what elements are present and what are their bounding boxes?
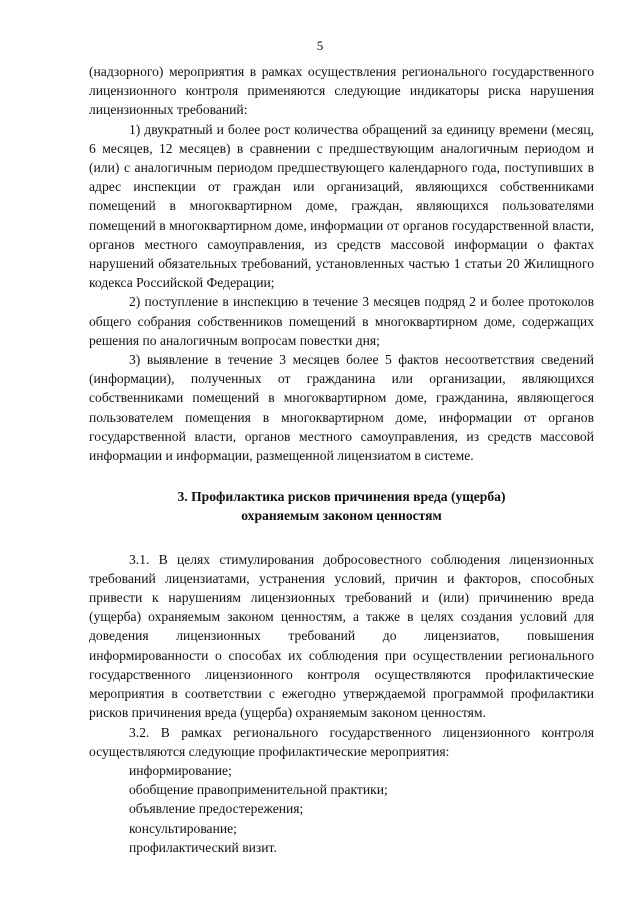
paragraph-indicator-2: 2) поступление в инспекцию в течение 3 месяцев подряд 2 и более протоколов общего собрания собственников помещений в многоквартирном доме, содержащих решения по аналогичным вопросам повестки дня; bbox=[89, 294, 594, 348]
list-item: информирование; bbox=[129, 762, 232, 778]
list-item: объявление предостережения; bbox=[129, 801, 304, 817]
measures-list bbox=[89, 761, 594, 857]
list-item: консультирование; bbox=[129, 820, 237, 836]
document-body bbox=[89, 62, 594, 857]
section-heading bbox=[89, 487, 594, 525]
paragraph-indicator-3: 3) выявление в течение 3 месяцев более 5 фактов несоответствия сведений (информации), полученных от гражданина или организации, являющихся собственниками помещений в многоквартирном доме, гражданина, являющегося пользователем помещения в многоквартирном доме, информации от органов государственной власти, органов местного самоуправления, из средств массовой информации и информации, размещенной лицензиатом в системе. bbox=[89, 352, 594, 464]
page-number: 5 bbox=[316, 38, 324, 53]
paragraph-3-2: 3.2. В рамках регионального государственного лицензионного контроля осуществляются следующие профилактические мероприятия: bbox=[89, 724, 594, 759]
section-heading-line-1: 3. Профилактика рисков причинения вреда (ущерба) bbox=[177, 489, 506, 505]
paragraph-3-1: 3.1. В целях стимулирования добросовестного соблюдения лицензионных требований лицензиатами, устранения условий, причин и факторов, способных привести к нарушениям лицензионных требований и (или) причинению вреда (ущерба) охраняемым законом ценностям, а также в целях создания условий для доведения лицензионных требований до лицензиатов, повышения информированности о способах их соблюдения при осуществлении регионального государственного лицензионного контроля осуществляются профилактические мероприятия в соответствии с ежегодно утверждаемой программой профилактики рисков причинения вреда (ущерба) охраняемым законом ценностям. bbox=[89, 551, 594, 721]
section-heading-line-2: охраняемым законом ценностям bbox=[241, 508, 442, 524]
paragraph-indicator-1: 1) двукратный и более рост количества обращений за единицу времени (месяц, 6 месяцев, 12 месяцев) в сравнении с предшествующим аналогичным периодом и (или) с аналогичным периодом предшествующего календарного года, поступивших в адрес инспекции от граждан или организаций, являющихся собственниками помещений в многоквартирном доме, граждан, являющихся пользователями помещений в многоквартирном доме, информации от органов государственной власти, органов местного самоуправления, из средств массовой информации о фактах нарушений обязательных требований, установленных частью 1 статьи 20 Жилищного кодекса Российской Федерации; bbox=[89, 121, 594, 291]
list-item: обобщение правоприменительной практики; bbox=[129, 782, 388, 798]
paragraph-intro: (надзорного) мероприятия в рамках осуществления регионального государственного лицензионного контроля применяются следующие индикаторы риска нарушения лицензионных требований: bbox=[89, 64, 594, 118]
list-item: профилактический визит. bbox=[129, 839, 277, 855]
